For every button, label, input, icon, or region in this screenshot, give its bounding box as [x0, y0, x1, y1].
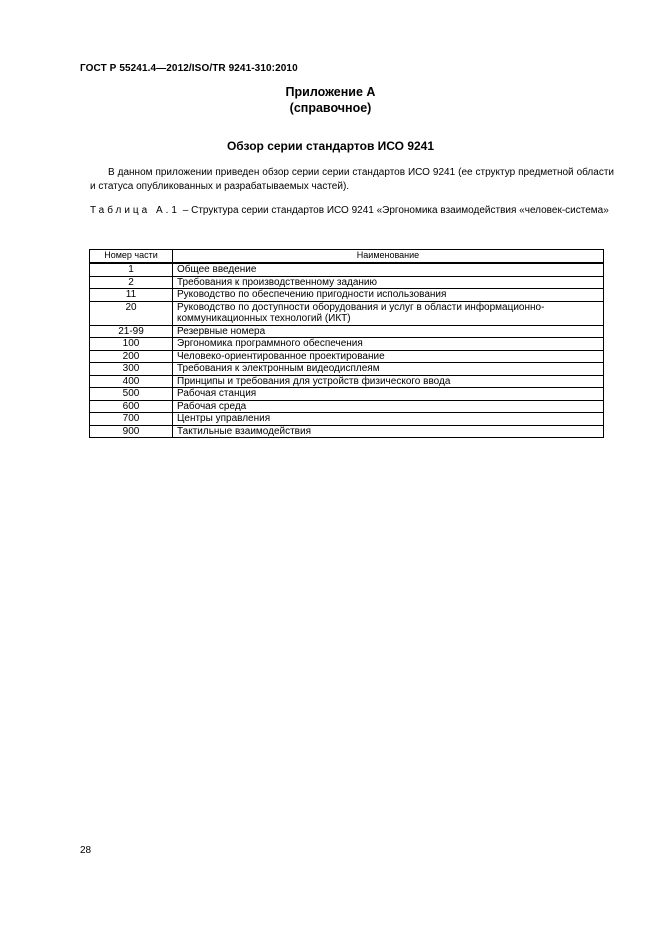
- table-row: [90, 363, 604, 376]
- part-name-cell: Резервные номера: [173, 325, 604, 338]
- appendix-heading: [0, 84, 661, 116]
- part-number-cell: 600: [90, 400, 173, 413]
- part-number-cell: 500: [90, 388, 173, 401]
- part-name-cell: Рабочая среда: [173, 400, 604, 413]
- section-title: Обзор серии стандартов ИСО 9241: [226, 139, 435, 153]
- document-header: ГОСТ Р 55241.4—2012/ISO/TR 9241-310:2010: [80, 63, 298, 74]
- table-row: [90, 400, 604, 413]
- table-row: [90, 338, 604, 351]
- table-row: [90, 425, 604, 438]
- table-row: [90, 325, 604, 338]
- part-number-cell: 100: [90, 338, 173, 351]
- column-header-name: Наименование: [173, 250, 604, 264]
- page-number: 28: [80, 845, 92, 856]
- table-header-row: [90, 250, 604, 264]
- part-name-cell: Руководство по доступности оборудования и услуг в области информационно-коммуникационных технологий (ИКТ): [173, 301, 604, 325]
- intro-paragraph: В данном приложении приведен обзор серии серии стандартов ИСО 9241 (ее структур предметной области и статуса опубликованных и разрабатываемых частей).: [90, 167, 614, 192]
- table-row: [90, 413, 604, 426]
- part-number-cell: 20: [90, 301, 173, 325]
- appendix-subtitle: (справочное): [289, 101, 372, 115]
- column-header-number: Номер части: [90, 250, 173, 264]
- part-number-cell: 700: [90, 413, 173, 426]
- appendix-title: Приложение А: [285, 85, 376, 99]
- table-row: [90, 375, 604, 388]
- part-name-cell: Человеко-ориентированное проектирование: [173, 350, 604, 363]
- part-name-cell: Центры управления: [173, 413, 604, 426]
- part-number-cell: 300: [90, 363, 173, 376]
- part-name-cell: Принципы и требования для устройств физического ввода: [173, 375, 604, 388]
- part-number-cell: 21-99: [90, 325, 173, 338]
- table-body: [90, 263, 604, 438]
- part-number-cell: 200: [90, 350, 173, 363]
- part-name-cell: Рабочая станция: [173, 388, 604, 401]
- table-row: [90, 289, 604, 302]
- standards-table: [89, 249, 604, 438]
- table-caption-label: Таблица А.1: [90, 205, 180, 216]
- table-row: [90, 350, 604, 363]
- part-number-cell: 400: [90, 375, 173, 388]
- part-name-cell: Требования к электронным видеодисплеям: [173, 363, 604, 376]
- table-row: [90, 263, 604, 276]
- part-name-cell: Тактильные взаимодействия: [173, 425, 604, 438]
- part-name-cell: Руководство по обеспечению пригодности использования: [173, 289, 604, 302]
- table-caption-text: – Структура серии стандартов ИСО 9241 «Эргономика взаимодействия «человек-система»: [180, 205, 609, 216]
- part-number-cell: 1: [90, 263, 173, 276]
- part-name-cell: Общее введение: [173, 263, 604, 276]
- part-name-cell: Эргономика программного обеспечения: [173, 338, 604, 351]
- table-row: [90, 276, 604, 289]
- part-number-cell: 900: [90, 425, 173, 438]
- part-number-cell: 11: [90, 289, 173, 302]
- part-number-cell: 2: [90, 276, 173, 289]
- table-caption: [90, 204, 614, 218]
- table-row: [90, 301, 604, 325]
- table-row: [90, 388, 604, 401]
- part-name-cell: Требования к производственному заданию: [173, 276, 604, 289]
